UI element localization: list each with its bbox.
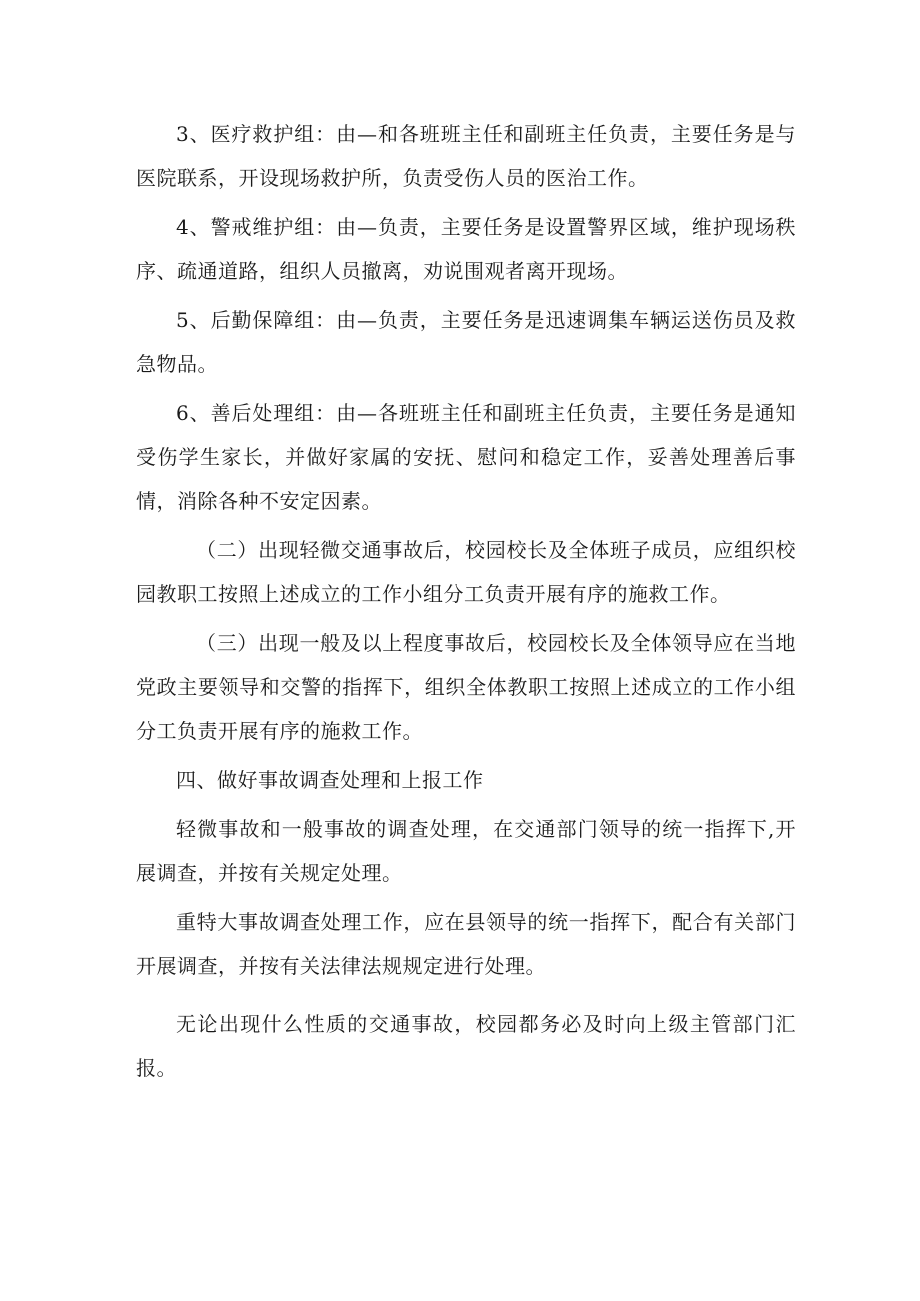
document-body [136, 112, 796, 1095]
paragraph-minor-accident: （二）出现轻微交通事故后，校园校长及全体班子成员，应组织校园教职工按照上述成立的工作小组分工负责开展有序的施救工作。 [136, 538, 796, 606]
section-heading-investigation: 四、做好事故调查处理和上报工作 [176, 768, 484, 792]
paragraph-minor-investigation: 轻微事故和一般事故的调查处理，在交通部门领导的统一指挥下,开展调查，并按有关规定处理。 [136, 817, 796, 885]
paragraph-general-accident: （三）出现一般及以上程度事故后，校园校长及全体领导应在当地党政主要领导和交警的指挥下，组织全体教职工按照上述成立的工作小组分工负责开展有序的施救工作。 [136, 631, 796, 743]
paragraph-security-group: 4、警戒维护组：由—负责，主要任务是设置警界区域，维护现场秩序、疏通道路，组织人员撤离，劝说围观者离开现场。 [136, 215, 796, 283]
paragraph-aftermath-group: 6、善后处理组：由—各班班主任和副班主任负责，主要任务是通知受伤学生家长，并做好家属的安抚、慰问和稳定工作，妥善处理善后事情，消除各种不安定因素。 [136, 401, 796, 513]
paragraph-reporting: 无论出现什么性质的交通事故，校园都务必及时向上级主管部门汇报。 [136, 1012, 796, 1080]
paragraph-logistics-group: 5、后勤保障组：由—负责，主要任务是迅速调集车辆运送伤员及救急物品。 [136, 308, 796, 376]
paragraph-major-investigation: 重特大事故调查处理工作，应在县领导的统一指挥下，配合有关部门开展调查，并按有关法律法规规定进行处理。 [136, 910, 796, 978]
paragraph-medical-rescue-group: 3、医疗救护组：由—和各班班主任和副班主任负责，主要任务是与医院联系，开设现场救护所，负责受伤人员的医治工作。 [136, 122, 796, 190]
